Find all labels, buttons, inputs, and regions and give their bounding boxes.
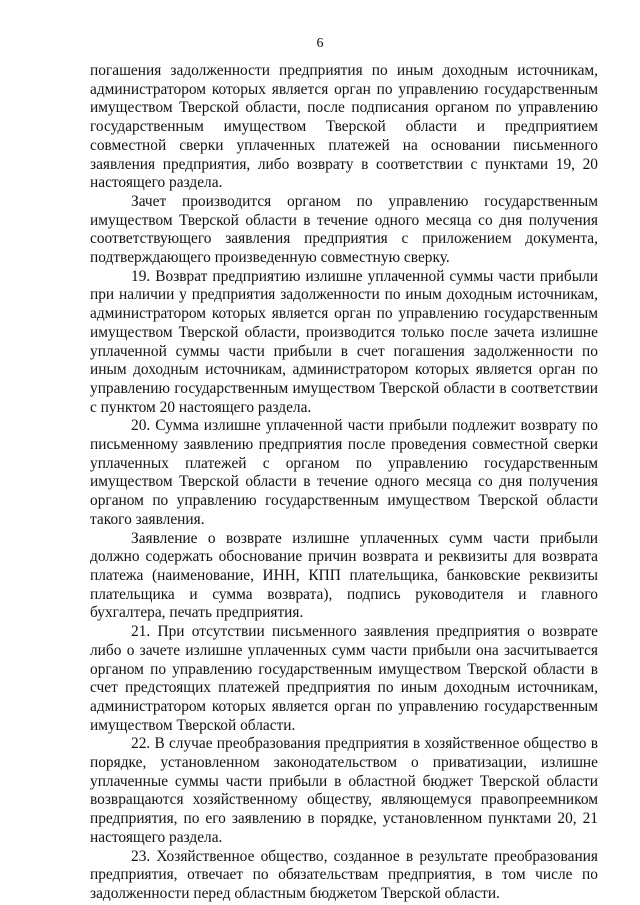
document-body <box>90 62 598 904</box>
paragraph-item-22: 22. В случае преобразования предприятия в хозяйственное общество в порядке, установленном законодательством о приватизации, излишне уплаченные суммы части прибыли в областной бюджет Тверской области возвращаются хозяйственному обществу, являющемуся правопреемником предприятия, по его заявлению в порядке, установленном пунктами 20, 21 настоящего раздела. <box>90 735 598 846</box>
paragraph-item-19: 19. Возврат предприятию излишне уплаченной суммы части прибыли при наличии у предприятия задолженности по иным доходным источникам, администратором которых является орган по управлению государственным имуществом Тверской области, производится только после зачета излишне уплаченной суммы части прибыли в счет погашения задолженности по иным доходным источникам, администратором которых является орган по управлению государственным имуществом Тверской области в соответствии с пунктом 20 настоящего раздела. <box>90 267 598 416</box>
paragraph-item-23: 23. Хозяйственное общество, созданное в результате преобразования предприятия, отвечает по обязательствам предприятия, в том числе по задолженности перед областным бюджетом Тверской области. <box>90 847 598 902</box>
paragraph-refund-application: Заявление о возврате излишне уплаченных сумм части прибыли должно содержать обоснование причин возврата и реквизиты для возврата платежа (наименование, ИНН, КПП плательщика, банковские реквизиты плательщика и сумма возврата), подпись руководителя и главного бухгалтера, печать предприятия. <box>90 529 598 622</box>
paragraph-item-21: 21. При отсутствии письменного заявления предприятия о возврате либо о зачете излишне уплаченных сумм части прибыли она засчитывается органом по управлению государственным имуществом Тверской области в счет предстоящих платежей предприятия по иным доходным источникам, администратором которых является орган по управлению государственным имуществом Тверской области. <box>90 623 598 734</box>
paragraph-continuation: погашения задолженности предприятия по иным доходным источникам, администратором которых является орган по управлению государственным имуществом Тверской области, после подписания органом по управлению государственным имуществом Тверской области и предприятием совместной сверки уплаченных платежей на основании письменного заявления предприятия, либо возврату в соответствии с пунктами 19, 20 настоящего раздела. <box>90 62 598 192</box>
page-number: 6 <box>316 36 324 51</box>
paragraph-offset-procedure: Зачет производится органом по управлению государственным имуществом Тверской области в течение одного месяца со дня получения соответствующего заявления предприятия с приложением документа, подтверждающего произведенную совместную сверку. <box>90 192 598 267</box>
paragraph-item-20: 20. Сумма излишне уплаченной части прибыли подлежит возврату по письменному заявлению предприятия после проведения совместной сверки уплаченных платежей с органом по управлению государственным имуществом Тверской области в течение одного месяца со дня получения органом по управлению государственным имуществом Тверской области такого заявления. <box>90 417 598 528</box>
